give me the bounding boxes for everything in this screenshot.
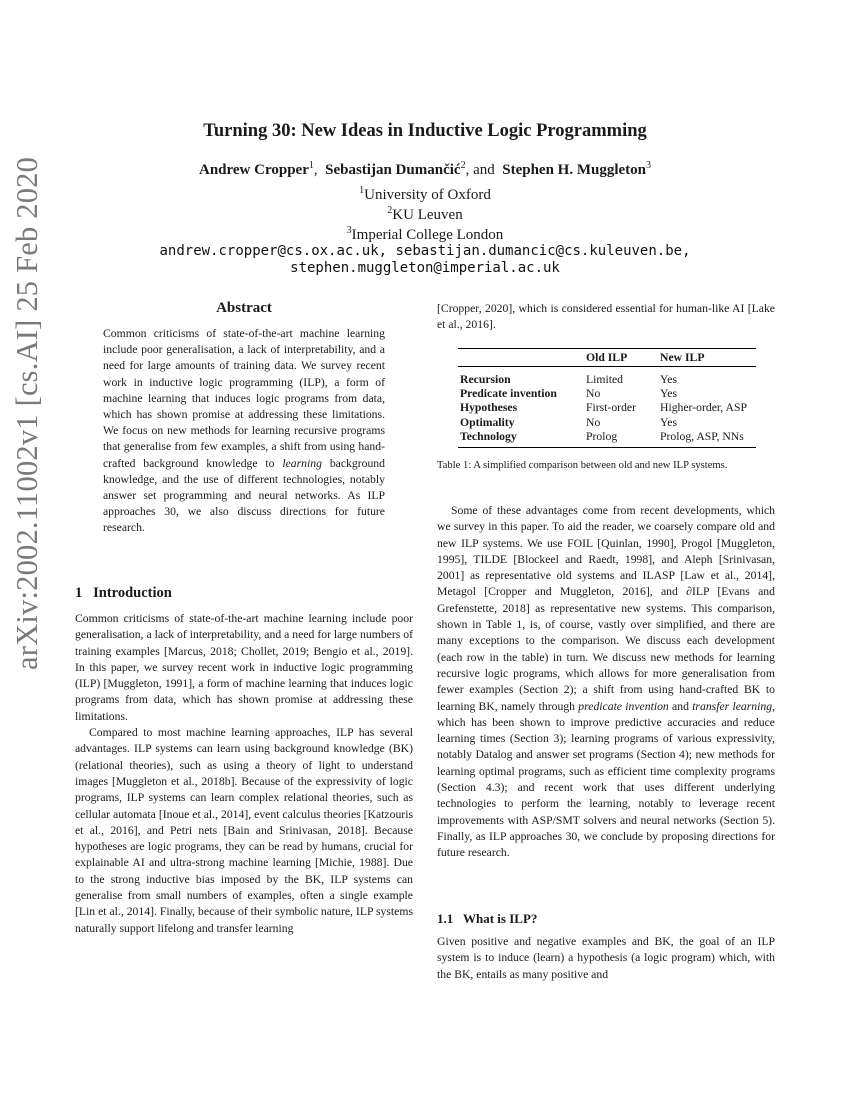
affiliation-name: KU Leuven: [392, 207, 463, 223]
affiliation-sup: 1: [359, 185, 365, 196]
affiliation-sup: 2: [387, 205, 393, 216]
paragraph-part: Some of these advantages come from recent developments, which we survey in this paper. To aid the reader, we coarsely compare old and new ILP systems. We use FOIL [Quinlan, 1990], Progol [Muggleton, 1995], TILDE [Blockeel and Raedt, 1998], and Aleph [Srinivasan, 2001] as representative old systems and ILASP [Law et al., 2014], Metagol [Cropper and Muggleton, 2016], and ∂ILP [Evans and Grefenstette, 2018] as representative new systems. This comparison, shown in Table 1, is, of course, vastly over simplified, and there are many exceptions to the comparison. We discuss each development (each row in the table) in turn. We discuss new methods for learning recursive logic programs, which allows for more generalisation from fewer examples (Section 2); a shift from using hand-crafted BK to learning BK, namely through: [437, 504, 775, 713]
author-sup: 2: [460, 160, 466, 171]
table-cell: Predicate invention: [460, 387, 557, 401]
table-cell: Yes: [660, 415, 678, 429]
email-line[interactable]: andrew.cropper@cs.ox.ac.uk, sebastijan.dumancic@cs.kuleuven.be,: [159, 243, 691, 259]
subsection-heading: [437, 911, 775, 927]
abstract-text-part: Common criticisms of state-of-the-art machine learning include poor generalisation, a lack of interpretability, and a need for large amounts of training data. We survey recent work in inductive logic programming (ILP), a form of machine learning that induces logic programs from data, which has shown promise at addressing these limitations. We focus on new methods for learning recursive programs that generalise from few examples, a shift from using hand-crafted background knowledge to: [103, 327, 385, 470]
introduction-body: [75, 611, 413, 937]
subsection-title: What is ILP?: [463, 911, 538, 926]
abstract-text-part: background knowledge, and the use of different technologies, notably answer set programming and neural networks. As ILP approaches 30, we also discuss directions for future research.: [103, 456, 385, 535]
paragraph: Common criticisms of state-of-the-art machine learning include poor generalisation, a lack of interpretability, and a need for large numbers of training examples [Marcus, 2018; Chollet, 2019; Bengio et al., 2019]. In this paper, we survey recent work in inductive logic programming (ILP) [Muggleton, 1991], a form of machine learning that induces logic programs from data, which has shown promise at addressing these limitations.: [75, 612, 413, 723]
author-sup: 1: [308, 160, 314, 171]
emphasis: predicate invention: [578, 699, 669, 713]
table-cell: Optimality: [460, 415, 515, 429]
abstract-text: [103, 326, 385, 537]
author-joiner: , and: [465, 162, 495, 178]
comparison-table: [458, 348, 756, 448]
subsection-number: 1.1: [437, 911, 454, 926]
abstract-heading: Abstract: [216, 300, 272, 316]
table-row: [458, 401, 756, 415]
paragraph-part: and: [668, 699, 693, 713]
table-row: [458, 416, 756, 430]
table-header-cell: [458, 349, 584, 367]
table-cell: Prolog, ASP, NNs: [660, 429, 744, 443]
table-cell: Limited: [586, 373, 624, 386]
affiliation-sup: 3: [346, 225, 352, 236]
affiliation-name: University of Oxford: [364, 187, 491, 203]
table-cell: Yes: [660, 387, 678, 401]
table-caption: Table 1: A simplified comparison between old and new ILP systems.: [437, 460, 728, 471]
table-cell: No: [586, 387, 601, 401]
table-header-cell: New ILP: [660, 351, 705, 364]
author-name: Sebastijan Dumančić: [325, 162, 461, 178]
paper-title: Turning 30: New Ideas in Inductive Logic Programming: [203, 121, 647, 141]
table-cell: First-order: [586, 401, 636, 415]
author-name: Stephen H. Muggleton: [502, 162, 646, 178]
column2-paragraph: [437, 503, 775, 862]
paragraph-part: , which has been shown to improve predictive accuracies and reduce learning times (Section 3); learning programs of various expressivity, notably Datalog and answer set programs (Section 4); new methods for learning optimal programs, such as efficient time complexity programs (Section 4.3); and recent work that uses different underlying technologies to perform the learning, notably to leverage recent improvements with ASP/SMT solvers and neural networks (Section 5). Finally, as ILP approaches 30, we conclude by proposing directions for future research.: [437, 699, 775, 860]
section-title: Introduction: [93, 585, 172, 601]
table-cell: Hypotheses: [460, 401, 518, 415]
author-joiner: ,: [313, 162, 318, 178]
table-header-cell: Old ILP: [586, 351, 628, 364]
table-cell: Yes: [660, 373, 678, 386]
paragraph: Compared to most machine learning approaches, ILP has several advantages. ILP systems can learn using background knowledge (BK) (relational theories), such as using a theory of light to understand images [Muggleton et al., 2018b]. Because of the expressivity of logic programs, ILP systems can learn complex relational theories, such as cellular automata [Inoue et al., 2014], event calculus theories [Katzouris et al., 2016], and Petri nets [Bain and Srinivasan, 2018]. Because hypotheses are logic programs, they can be read by humans, crucial for explainable AI and ultra-strong machine learning [Michie, 1988]. Due to the strong inductive bias imposed by the BK, ILP systems can generalise from small numbers of examples, often a single example [Lin et al., 2014]. Finally, because of their symbolic nature, ILP systems naturally support lifelong and transfer learning: [75, 726, 413, 935]
author-sup: 3: [646, 160, 651, 171]
table-cell: Prolog: [586, 429, 618, 443]
affiliation-name: Imperial College London: [351, 227, 504, 243]
arxiv-stamp: arXiv:2002.11002v1 [cs.AI] 25 Feb 2020: [10, 156, 44, 670]
email-line[interactable]: stephen.muggleton@imperial.ac.uk: [290, 260, 560, 276]
table-row: [458, 387, 756, 401]
abstract-emphasis: learning: [282, 456, 322, 470]
emphasis: transfer learning: [692, 699, 773, 713]
table-cell: No: [586, 415, 601, 429]
section-number: 1: [75, 585, 83, 601]
table-row: [458, 430, 756, 448]
column2-top-text: [Cropper, 2020], which is considered essential for human-like AI [Lake et al., 2016].: [437, 302, 775, 332]
table-cell: Technology: [460, 429, 517, 443]
section-heading-introduction: [75, 585, 413, 602]
table-header-row: [458, 349, 756, 367]
author-line: [0, 160, 850, 179]
table-row: [458, 367, 756, 388]
table-cell: Higher-order, ASP: [660, 401, 747, 415]
table-cell: Recursion: [460, 373, 511, 386]
paragraph: [437, 503, 775, 862]
author-name: Andrew Cropper: [199, 162, 309, 178]
subsection-body: Given positive and negative examples and BK, the goal of an ILP system is to induce (learn) a hypothesis (a logic program) which, with the BK, entails as many positive and: [437, 935, 775, 981]
